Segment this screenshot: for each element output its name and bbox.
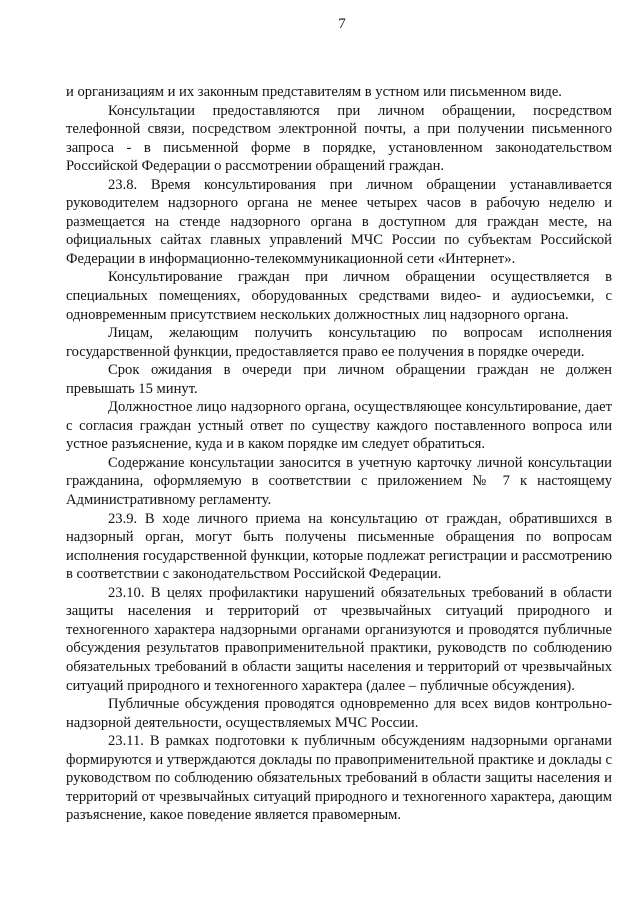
paragraph-consultation-premises: Консультирование граждан при личном обращении осуществляется в специальных помещениях, оборудованных средствами видео- и аудиосъемки, с одновременным присутствием нескольких должностных лиц надзорного органа. [66,269,612,323]
paragraph-23-11: 23.11. В рамках подготовки к публичным обсуждениям надзорными органами формируются и утверждаются доклады по правоприменительной практике и доклады с руководством по соблюдению обязательных требований в области защиты населения и территорий от чрезвычайных ситуаций природного и техногенного характера, дающим разъяснение, какое поведение является правомерным. [66,733,612,824]
paragraph-waiting-time: Срок ожидания в очереди при личном обращении граждан не должен превышать 15 минут. [66,362,612,397]
paragraph-queue-right: Лицам, желающим получить консультацию по вопросам исполнения государственной функции, предоставляется право ее получения в порядке очереди. [66,325,612,360]
paragraph-23-10: 23.10. В целях профилактики нарушений обязательных требований в области защиты населения и территорий от чрезвычайных ситуаций природного и техногенного характера надзорными органами организуются и проводятся публичные обсуждения результатов правоприменительной практики, руководств по соблюдению обязательных требований в области защиты населения и территорий от чрезвычайных ситуаций природного и техногенного характера (далее – публичные обсуждения). [66,584,612,694]
paragraph-oral-answer: Должностное лицо надзорного органа, осуществляющее консультирование, дает с согласия граждан устный ответ по существу каждого поставленного вопроса или устное разъяснение, куда и в каком порядке им следует обратиться. [66,399,612,453]
paragraph-public-discussions: Публичные обсуждения проводятся одновременно для всех видов контрольно-надзорной деятельности, осуществляемых МЧС России. [66,696,612,731]
paragraph-consultation-card: Содержание консультации заносится в учетную карточку личной консультации гражданина, оформляемую в соответствии с приложением № 7 к настоящему Административному регламенту. [66,454,612,509]
document-body [66,83,612,825]
paragraph-23-9: 23.9. В ходе личного приема на консультацию от граждан, обратившихся в надзорный орган, могут быть получены письменные обращения по вопросам исполнения государственной функции, которые подлежат регистрации и рассмотрению в соответствии с законодательством Российской Федерации. [66,510,612,583]
paragraph-continuation: и организациям и их законным представителям в устном или письменном виде. [66,84,562,100]
paragraph-23-8: 23.8. Время консультирования при личном обращении устанавливается руководителем надзорного органа не менее четырех часов в рабочую неделю и размещается на стенде надзорного органа в доступном для граждан месте, на официальных сайтах главных управлений МЧС России по субъектам Российской Федерации в информационно-телекоммуникационной сети «Интернет». [66,176,612,267]
paragraph-consultation-forms: Консультации предоставляются при личном обращении, посредством телефонной связи, посредством электронной почты, а при получении письменного запроса - в письменной форме в порядке, установленном законодательством Российской Федерации о рассмотрении обращений граждан. [66,102,612,175]
page-number: 7 [338,16,346,32]
